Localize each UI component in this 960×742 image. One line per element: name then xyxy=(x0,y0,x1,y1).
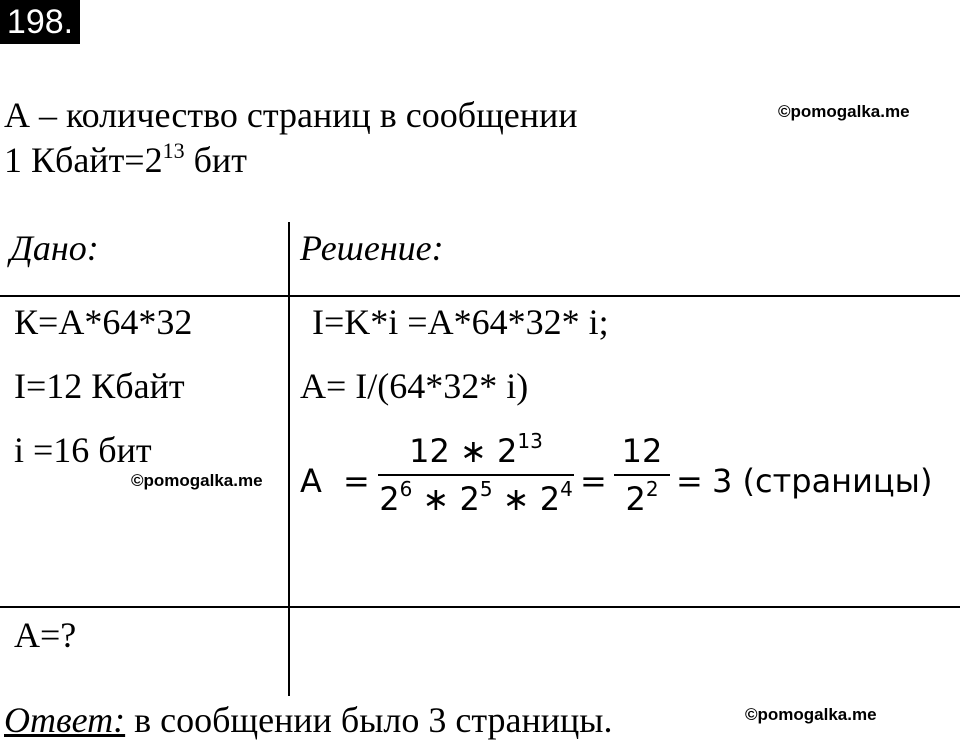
find-line: А=? xyxy=(14,615,77,655)
answer-text: в сообщении было 3 страницы. xyxy=(125,700,613,740)
fraction-1-bar xyxy=(378,474,574,476)
answer-line xyxy=(4,700,613,740)
table-find-divider xyxy=(0,606,960,608)
formula-lhs: A xyxy=(300,462,322,500)
formula-result: 3 (страницы) xyxy=(712,462,933,500)
watermark-middle: ©pomogalka.me xyxy=(131,471,263,490)
solution-header: Решение: xyxy=(300,228,444,268)
watermark-top: ©pomogalka.me xyxy=(778,102,910,121)
fraction-2-bar xyxy=(614,474,670,476)
table-header-divider xyxy=(0,295,960,297)
intro-line-2-suffix: бит xyxy=(184,140,247,180)
formula-fraction-1 xyxy=(378,431,574,519)
intro-line-2-prefix: 1 Кбайт=2 xyxy=(4,140,163,180)
formula-equals-3: = xyxy=(676,462,703,500)
solution-line-2: A= I/(64*32* i) xyxy=(300,366,529,406)
table-vertical-divider xyxy=(288,222,290,696)
fraction-2-denominator: $2^2$ xyxy=(625,477,659,518)
formula-equals-2: = xyxy=(580,462,607,500)
fraction-1-numerator: 12 ∗ $2^{13}$ xyxy=(409,429,543,470)
intro-line-2 xyxy=(4,140,247,180)
given-line-3: i =16 бит xyxy=(14,430,152,470)
formula-fraction-2 xyxy=(614,431,670,519)
formula-equals-1: = xyxy=(343,462,370,500)
intro-line-1: А – количество страниц в сообщении xyxy=(4,95,578,135)
given-line-2: I=12 Кбайт xyxy=(14,366,185,406)
intro-line-2-exponent: 13 xyxy=(162,138,185,163)
answer-label: Ответ: xyxy=(4,700,126,740)
given-line-1: К=А*64*32 xyxy=(14,302,193,342)
given-header: Дано: xyxy=(10,228,99,268)
watermark-bottom: ©pomogalka.me xyxy=(745,705,877,724)
problem-number: 198. xyxy=(0,0,80,44)
solution-line-1: I=K*i =A*64*32* i; xyxy=(312,302,609,342)
fraction-2-numerator: 12 xyxy=(621,432,663,470)
fraction-1-denominator: $2^6$ ∗ $2^5$ ∗ $2^4$ xyxy=(379,477,573,518)
